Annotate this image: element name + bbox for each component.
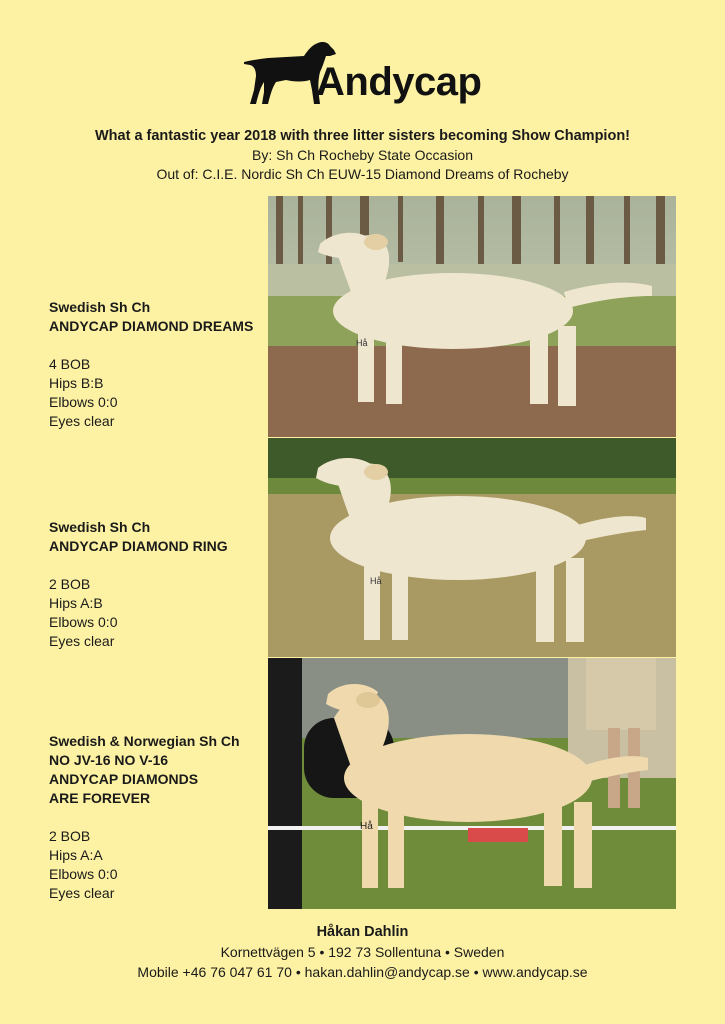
photographer-mark: Hå (370, 576, 382, 586)
dog-info-diamond-ring (49, 518, 259, 651)
dog-name: ANDYCAP DIAMONDS (49, 771, 199, 787)
photo-diamond-ring (268, 438, 676, 657)
dog-bob: 2 BOB (49, 828, 91, 844)
photo-diamond-dreams (268, 196, 676, 437)
dog-hips: Hips B:B (49, 375, 104, 391)
page-header (0, 127, 725, 184)
headline: What a fantastic year 2018 with three litter sisters becoming Show Champion! (94, 128, 631, 144)
dog-elbows: Elbows 0:0 (49, 866, 118, 882)
dog-eyes: Eyes clear (49, 885, 115, 901)
breeder-address: Kornettvägen 5 • 192 73 Sollentuna • Sweden (220, 944, 505, 960)
dog-name-cont: ARE FOREVER (49, 790, 151, 806)
breeder-name: Håkan Dahlin (316, 924, 409, 940)
dog-bob: 4 BOB (49, 356, 91, 372)
dog-info-diamond-dreams (49, 298, 259, 431)
dog-name: ANDYCAP DIAMOND RING (49, 538, 228, 554)
dog-title: Swedish Sh Ch (49, 519, 151, 535)
sire-line: By: Sh Ch Rocheby State Occasion (252, 147, 473, 163)
breeder-contact: Mobile +46 76 047 61 70 • hakan.dahlin@andycap.se • www.andycap.se (137, 964, 588, 980)
dog-eyes: Eyes clear (49, 413, 115, 429)
dam-line: Out of: C.I.E. Nordic Sh Ch EUW-15 Diamond Dreams of Rocheby (156, 166, 569, 182)
dog-name: ANDYCAP DIAMOND DREAMS (49, 318, 254, 334)
brand-name: Andycap (316, 60, 482, 104)
dog-titles: NO JV-16 NO V-16 (49, 752, 169, 768)
dog-elbows: Elbows 0:0 (49, 394, 118, 410)
dog-bob: 2 BOB (49, 576, 91, 592)
dog-hips: Hips A:B (49, 595, 103, 611)
brand-logo (242, 38, 482, 110)
dog-hips: Hips A:A (49, 847, 103, 863)
dog-eyes: Eyes clear (49, 633, 115, 649)
contact-footer (0, 922, 725, 982)
dog-elbows: Elbows 0:0 (49, 614, 118, 630)
dog-title: Swedish Sh Ch (49, 299, 151, 315)
photographer-mark: Hå (360, 821, 373, 832)
dog-info-diamonds-are-forever (49, 732, 259, 903)
photo-diamonds-are-forever (268, 658, 676, 909)
photographer-mark: Hå (356, 338, 368, 348)
dog-title: Swedish & Norwegian Sh Ch (49, 733, 240, 749)
